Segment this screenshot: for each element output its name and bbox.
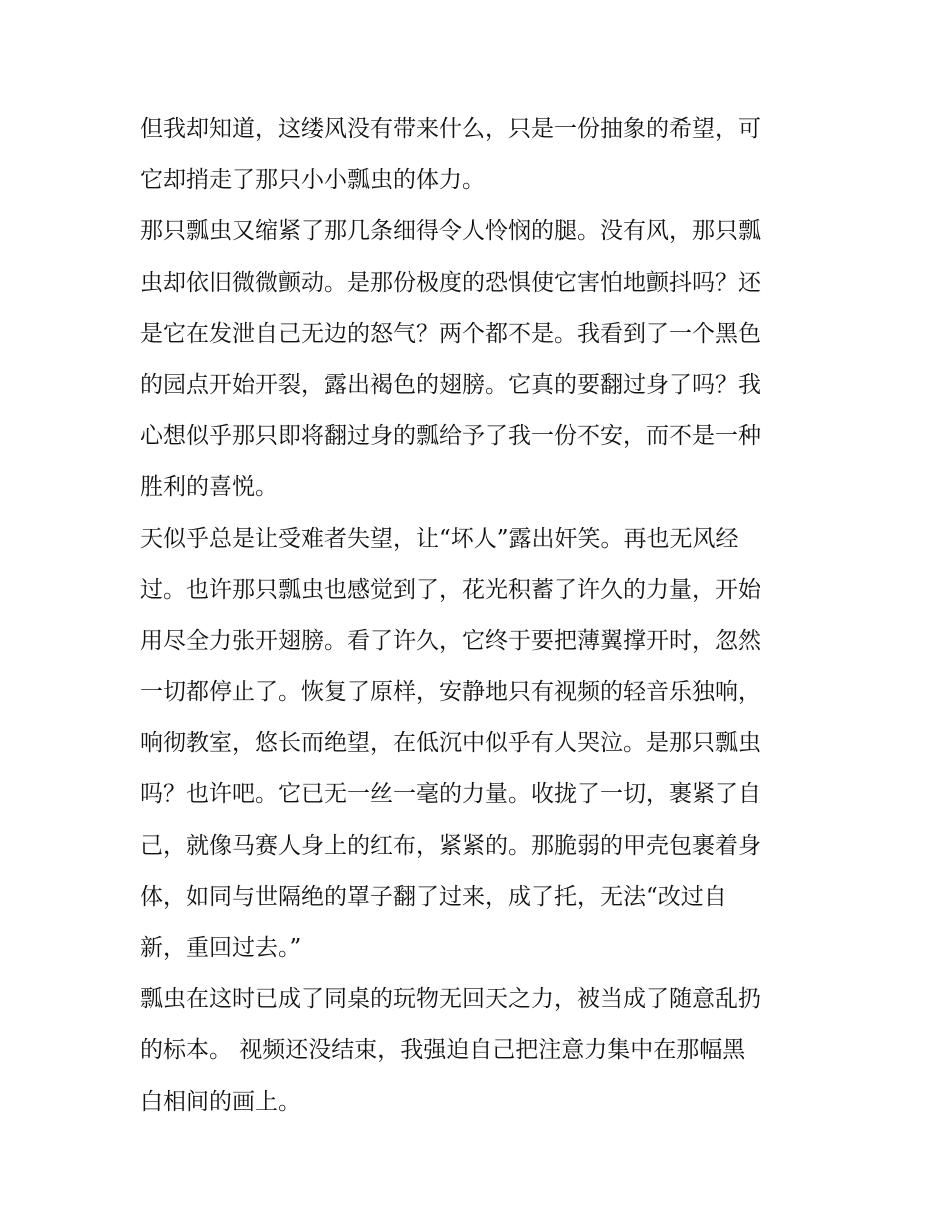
text-line: 是它在发泄自己无边的怒气？两个都不是。我看到了一个黑色 — [140, 320, 761, 347]
text-line: 用尽全力张开翅膀。看了许久，它终于要把薄翼撑开时，忽然 — [140, 627, 761, 654]
text-line: 新，重回过去。” — [140, 935, 302, 961]
text-line: 心想似乎那只即将翻过身的瓢给予了我一份不安，而不是一种 — [140, 423, 761, 450]
text-line: 胜利的喜悦。 — [140, 474, 278, 501]
text-line: 吗？也许吧。它已无一丝一毫的力量。收拢了一切，裹紧了自 — [140, 781, 761, 808]
text-line: 体，如同与世隔绝的罩子翻了过来，成了托，无法“改过自 — [140, 883, 727, 910]
text-line: 的标本。 视频还没结束，我强迫自己把注意力集中在那幅黑 — [140, 1037, 746, 1064]
text-line: 响彻教室，悠长而绝望，在低沉中似乎有人哭泣。是那只瓢虫 — [140, 730, 761, 757]
text-line: 虫却依旧微微颤动。是那份极度的恐惧使它害怕地颤抖吗？还 — [140, 269, 761, 296]
text-line: 一切都停止了。恢复了原样，安静地只有视频的轻音乐独响， — [140, 679, 761, 706]
text-line: 过。也许那只瓢虫也感觉到了，花光积蓄了许久的力量，开始 — [140, 576, 761, 603]
text-line: 己，就像马赛人身上的红布，紧紧的。那脆弱的甲壳包裹着身 — [140, 832, 761, 859]
text-line: 瓢虫在这时已成了同桌的玩物无回天之力，被当成了随意乱扔 — [140, 986, 761, 1013]
text-line: 天似乎总是让受难者失望，让“坏人”露出奸笑。再也无风经 — [140, 525, 739, 552]
text-line: 但我却知道，这缕风没有带来什么，只是一份抽象的希望，可 — [140, 116, 761, 142]
essay-text — [140, 104, 820, 1128]
text-line: 白相间的画上。 — [140, 1088, 301, 1115]
text-line: 那只瓢虫又缩紧了那几条细得令人怜悯的腿。没有风，那只瓢 — [140, 218, 761, 245]
text-line: 的园点开始开裂，露出褐色的翅膀。它真的要翻过身了吗？我 — [140, 371, 761, 398]
text-line: 它却捎走了那只小小瓢虫的体力。 — [140, 167, 485, 194]
